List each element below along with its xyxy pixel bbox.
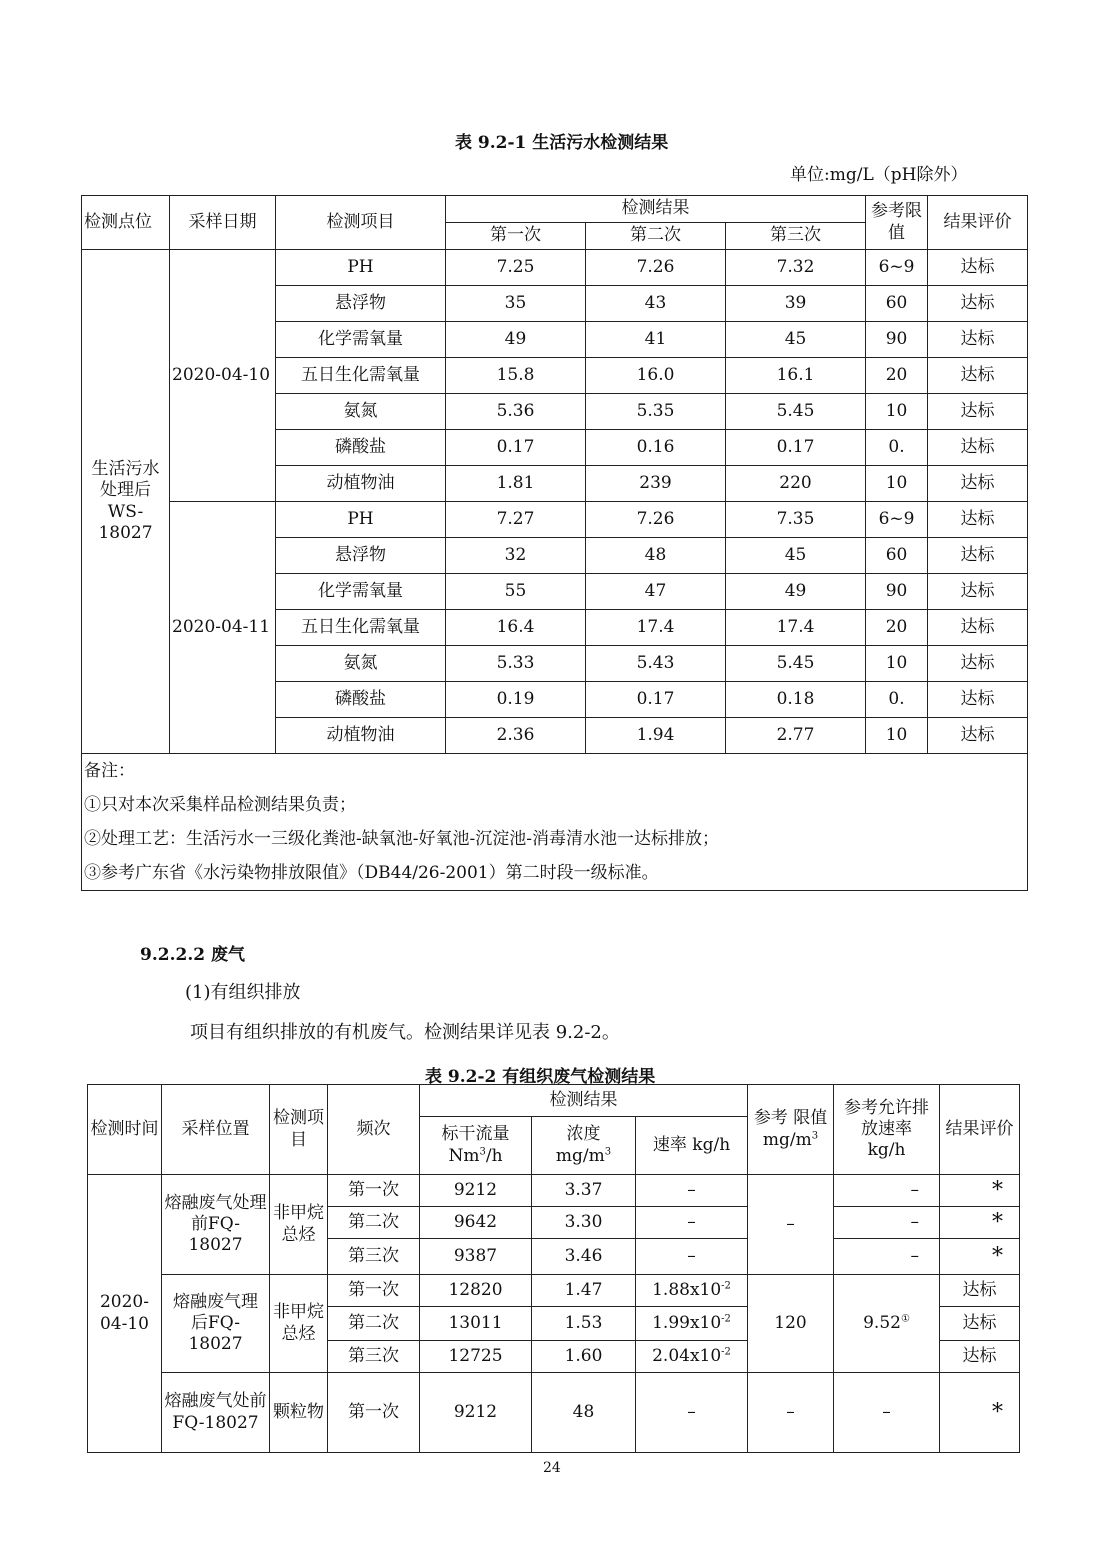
cell-eval: 达标: [928, 574, 1028, 610]
allowed-value: 9.52: [863, 1312, 901, 1333]
cell-v3: 39: [726, 286, 866, 322]
cell-eval: 达标: [928, 322, 1028, 358]
cell-item: 动植物油: [276, 718, 446, 754]
cell-freq: 第一次: [328, 1175, 420, 1207]
rate-exp: -2: [721, 1313, 731, 1325]
cell-v1: 7.27: [446, 502, 586, 538]
cell-flow: 12820: [420, 1275, 532, 1307]
note-0: 备注：: [84, 761, 135, 781]
h2-item: 检测项目: [270, 1085, 328, 1175]
cell-v2: 17.4: [586, 610, 726, 646]
table-row: [82, 250, 1028, 286]
header-r1: 第一次: [446, 223, 586, 250]
cell-v1: 32: [446, 538, 586, 574]
cell-eval: 达标: [940, 1307, 1020, 1341]
h2-rate: 速率 kg/h: [636, 1117, 748, 1175]
cell-limit: 6~9: [866, 250, 928, 286]
cell-limit: 20: [866, 610, 928, 646]
cell-allowed: –: [834, 1207, 940, 1239]
cell-conc: 3.46: [532, 1239, 636, 1275]
cell-v1: 35: [446, 286, 586, 322]
cell-date: 2020-04-11: [170, 502, 276, 754]
cell-eval: 达标: [928, 610, 1028, 646]
cell-rate: [636, 1275, 748, 1307]
cell-limit: 60: [866, 538, 928, 574]
h2-location: 采样位置: [162, 1085, 270, 1175]
cell-item: 化学需氧量: [276, 322, 446, 358]
header-result: 检测结果: [446, 196, 866, 223]
cell-v3: 0.18: [726, 682, 866, 718]
cell-item: 磷酸盐: [276, 430, 446, 466]
h2-time: 检测时间: [88, 1085, 162, 1175]
table1-title: 表 9.2-1 生活污水检测结果: [455, 133, 669, 153]
cell-rate: –: [636, 1239, 748, 1275]
exhaust-table: [87, 1084, 1020, 1453]
cell-eval: *: [940, 1239, 1020, 1275]
cell-allowed: –: [834, 1175, 940, 1207]
note-1: ①只对本次采集样品检测结果负责；: [84, 795, 356, 815]
note-3: ③参考广东省《水污染物排放限值》（DB44/26-2001）第二时段一级标准。: [84, 863, 659, 883]
cell-item: 非甲烷总烃: [270, 1275, 328, 1373]
cell-limit: –: [748, 1175, 834, 1275]
cell-v3: 7.32: [726, 250, 866, 286]
header-limit: 参考限值: [866, 196, 928, 250]
h2-allowed: [834, 1085, 940, 1175]
cell-eval: 达标: [940, 1341, 1020, 1373]
h2-conc-label: 浓度: [566, 1124, 601, 1145]
cell-v1: 0.19: [446, 682, 586, 718]
table-row: [82, 502, 1028, 538]
cell-item: 悬浮物: [276, 286, 446, 322]
h2-flow-label: 标干流量: [441, 1124, 510, 1145]
cell-allowed: –: [834, 1239, 940, 1275]
cell-v2: 48: [586, 538, 726, 574]
header-item: 检测项目: [276, 196, 446, 250]
header-eval: 结果评价: [928, 196, 1028, 250]
cell-limit: 0.: [866, 682, 928, 718]
cell-v1: 5.36: [446, 394, 586, 430]
cell-v1: 49: [446, 322, 586, 358]
table-row: [88, 1175, 1020, 1207]
cell-item: PH: [276, 250, 446, 286]
cell-freq: 第三次: [328, 1239, 420, 1275]
h2-conc-unit: mg/m: [555, 1145, 605, 1166]
cell-item: 五日生化需氧量: [276, 610, 446, 646]
cell-item: 动植物油: [276, 466, 446, 502]
cell-conc: 48: [532, 1373, 636, 1453]
cell-freq: 第一次: [328, 1275, 420, 1307]
cell-limit: 6~9: [866, 502, 928, 538]
section-para: 项目有组织排放的有机废气。检测结果详见表 9.2-2。: [190, 1022, 620, 1043]
cell-v1: 15.8: [446, 358, 586, 394]
cell-conc: 3.37: [532, 1175, 636, 1207]
cell-v2: 43: [586, 286, 726, 322]
cell-v1: 0.17: [446, 430, 586, 466]
cell-eval: 达标: [928, 250, 1028, 286]
cell-eval: 达标: [928, 718, 1028, 754]
section-heading: 9.2.2.2 废气: [140, 945, 245, 965]
cell-conc: 1.47: [532, 1275, 636, 1307]
cell-v3: 7.35: [726, 502, 866, 538]
cell-v2: 0.17: [586, 682, 726, 718]
cell-flow: 9387: [420, 1239, 532, 1275]
cell-eval: 达标: [928, 358, 1028, 394]
cell-limit: 10: [866, 466, 928, 502]
cell-flow: 13011: [420, 1307, 532, 1341]
cell-eval: 达标: [928, 682, 1028, 718]
notes-cell: [82, 754, 1028, 891]
table1-unit: 单位:mg/L（pH除外）: [790, 165, 968, 185]
h2-flow: 标干流量 Nm$^3$/h: [420, 1117, 532, 1175]
cell-item: 氨氮: [276, 394, 446, 430]
cell-flow: 12725: [420, 1341, 532, 1373]
cell-rate: –: [636, 1175, 748, 1207]
cell-v2: 7.26: [586, 250, 726, 286]
cell-point: 生活污水处理后WS-18027: [82, 250, 170, 754]
cell-v2: 5.35: [586, 394, 726, 430]
cell-rate: –: [636, 1373, 748, 1453]
cell-rate: [636, 1341, 748, 1373]
cell-v2: 41: [586, 322, 726, 358]
cell-v2: 239: [586, 466, 726, 502]
cell-eval: 达标: [928, 538, 1028, 574]
cell-eval: *: [940, 1207, 1020, 1239]
h2-flow-unit: Nm: [448, 1145, 480, 1166]
wastewater-table: [81, 195, 1028, 891]
cell-v3: 16.1: [726, 358, 866, 394]
h2-freq: 频次: [328, 1085, 420, 1175]
section-sub: (1)有组织排放: [185, 982, 301, 1003]
cell-v1: 2.36: [446, 718, 586, 754]
cell-location: 熔融废气处理前FQ-18027: [162, 1175, 270, 1275]
header-r3: 第三次: [726, 223, 866, 250]
cell-limit: 90: [866, 322, 928, 358]
cell-item: 氨氮: [276, 646, 446, 682]
cell-limit: 90: [866, 574, 928, 610]
table-row: [88, 1275, 1020, 1307]
cell-date: 2020-04-10: [170, 250, 276, 502]
cell-limit: 60: [866, 286, 928, 322]
cell-eval: *: [940, 1175, 1020, 1207]
cell-date: 2020-04-10: [88, 1175, 162, 1453]
cell-limit: 10: [866, 718, 928, 754]
cell-v2: 0.16: [586, 430, 726, 466]
cell-eval: 达标: [928, 646, 1028, 682]
cell-v2: 1.94: [586, 718, 726, 754]
cell-v3: 49: [726, 574, 866, 610]
cell-v2: 16.0: [586, 358, 726, 394]
cell-v3: 45: [726, 322, 866, 358]
page-number: 24: [543, 1460, 561, 1476]
cell-flow: 9212: [420, 1175, 532, 1207]
cell-limit: –: [748, 1373, 834, 1453]
table2-title: 表 9.2-2 有组织废气检测结果: [425, 1067, 656, 1087]
rate-base: 2.04x10: [652, 1345, 722, 1366]
cell-v3: 45: [726, 538, 866, 574]
cell-item: 五日生化需氧量: [276, 358, 446, 394]
cell-allowed: [834, 1275, 940, 1373]
cell-v2: 7.26: [586, 502, 726, 538]
cell-location: 熔融废气处前FQ-18027: [162, 1373, 270, 1453]
cell-freq: 第三次: [328, 1341, 420, 1373]
h2-limit: 参考 限值 $mg/m^3$: [748, 1085, 834, 1175]
cell-conc: 3.30: [532, 1207, 636, 1239]
cell-limit: 10: [866, 646, 928, 682]
cell-item: 磷酸盐: [276, 682, 446, 718]
cell-conc: 1.60: [532, 1341, 636, 1373]
header-date: 采样日期: [170, 196, 276, 250]
cell-v3: 2.77: [726, 718, 866, 754]
cell-eval: 达标: [928, 394, 1028, 430]
table-row: [88, 1373, 1020, 1453]
cell-v3: 17.4: [726, 610, 866, 646]
h2-allowed-unit: kg/h: [867, 1140, 906, 1161]
cell-limit: 0.: [866, 430, 928, 466]
cell-item: PH: [276, 502, 446, 538]
rate-exp: -2: [721, 1280, 731, 1292]
cell-rate: [636, 1307, 748, 1341]
rate-exp: -2: [721, 1346, 731, 1358]
cell-limit: 120: [748, 1275, 834, 1373]
cell-limit: 20: [866, 358, 928, 394]
cell-item: 颗粒物: [270, 1373, 328, 1453]
cell-item: 非甲烷总烃: [270, 1175, 328, 1275]
h2-limit-unit: mg/m: [762, 1129, 812, 1150]
cell-v1: 1.81: [446, 466, 586, 502]
cell-location: 熔融废气理 后FQ-18027: [162, 1275, 270, 1373]
h2-allowed-label: 参考允许排放速率: [844, 1097, 930, 1139]
h2-eval: 结果评价: [940, 1085, 1020, 1175]
cell-v3: 5.45: [726, 646, 866, 682]
cell-v1: 55: [446, 574, 586, 610]
cell-rate: –: [636, 1207, 748, 1239]
cell-item: 化学需氧量: [276, 574, 446, 610]
cell-v1: 5.33: [446, 646, 586, 682]
header-r2: 第二次: [586, 223, 726, 250]
rate-base: 1.99x10: [652, 1312, 722, 1333]
cell-eval: 达标: [928, 466, 1028, 502]
h2-conc: 浓度 $mg/m^3$: [532, 1117, 636, 1175]
cell-v3: 5.45: [726, 394, 866, 430]
cell-eval: 达标: [928, 502, 1028, 538]
allowed-mark: ①: [900, 1313, 910, 1325]
cell-v3: 0.17: [726, 430, 866, 466]
cell-conc: 1.53: [532, 1307, 636, 1341]
cell-item: 悬浮物: [276, 538, 446, 574]
cell-eval: 达标: [928, 430, 1028, 466]
cell-allowed: –: [834, 1373, 940, 1453]
cell-v3: 220: [726, 466, 866, 502]
h2-limit-label: 参考 限值: [753, 1108, 828, 1129]
header-point: 检测点位: [82, 196, 170, 250]
note-2: ②处理工艺：生活污水一三级化粪池-缺氧池-好氧池-沉淀池-消毒清水池一达标排放；: [84, 829, 719, 849]
cell-freq: 第一次: [328, 1373, 420, 1453]
cell-v2: 47: [586, 574, 726, 610]
cell-eval: *: [940, 1373, 1020, 1453]
cell-freq: 第二次: [328, 1207, 420, 1239]
cell-v1: 16.4: [446, 610, 586, 646]
cell-limit: 10: [866, 394, 928, 430]
cell-freq: 第二次: [328, 1307, 420, 1341]
cell-v1: 7.25: [446, 250, 586, 286]
cell-eval: 达标: [928, 286, 1028, 322]
h2-result: 检测结果: [420, 1085, 748, 1117]
cell-v2: 5.43: [586, 646, 726, 682]
cell-eval: 达标: [940, 1275, 1020, 1307]
cell-flow: 9642: [420, 1207, 532, 1239]
rate-base: 1.88x10: [652, 1279, 722, 1300]
cell-flow: 9212: [420, 1373, 532, 1453]
